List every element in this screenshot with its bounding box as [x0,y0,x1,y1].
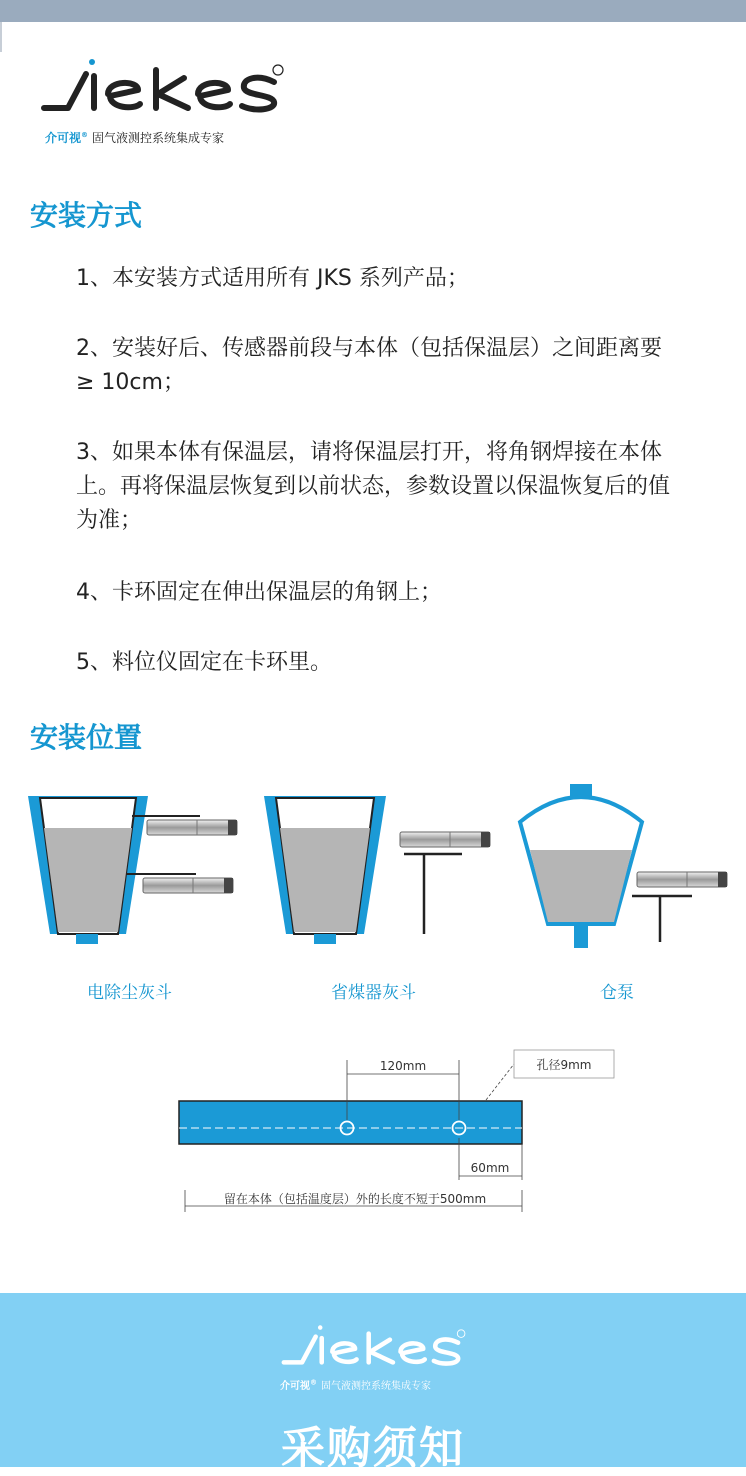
install-step-2: 2、安装好后、传感器前段与本体（包括保温层）之间距离要≥ 10cm； [76,336,662,395]
dim-length-note: 留在本体（包括温度层）外的长度不短于500mm [223,1192,487,1206]
caption-pump: 仓泵 [600,983,634,1003]
install-step-4: 4、卡环固定在伸出保温层的角钢上； [76,580,442,605]
install-method-title: 安装方式 [30,199,143,232]
caption-electrostatic-hopper: 电除尘灰斗 [87,983,172,1003]
probe-upper [147,820,237,835]
hopper-pump [520,784,727,948]
install-step-5: 5、料位仪固定在卡环里。 [76,650,332,675]
top-bar-edge [0,22,2,52]
brand-slogan: 固气液测控系统集成专家 [92,131,225,145]
dim-edge-label: 60mm [470,1161,510,1175]
dim-spacing-label: 120mm [379,1059,427,1073]
angle-steel-dimension-drawing [0,1040,746,1220]
probe-economizer [400,832,490,847]
footer-logo-wordmark [274,1323,474,1373]
probe-pump [637,872,727,887]
brand-name-cn: 介可视® [45,131,89,145]
install-step-1: 1、本安装方式适用所有 JKS 系列产品； [76,266,469,291]
logo-wordmark [38,56,288,122]
hopper-electrostatic [28,796,237,944]
footer-brand-name-cn: 介可视® [280,1378,317,1392]
footer-slogan: 固气液测控系统集成专家 [321,1381,431,1392]
probe-lower [143,878,233,893]
hopper-economizer [264,796,490,944]
footer-title: 采购须知 [281,1423,465,1474]
header-logo [38,56,288,122]
top-bar [0,0,746,22]
install-step-3: 3、如果本体有保温层，请将保温层打开，将角钢焊接在本体上。再将保温层恢复到以前状态，参数设置以保温恢复后的值为准； [76,440,671,533]
dim-hole-label: 孔径9mm [536,1058,592,1072]
installation-diagrams [0,780,746,960]
caption-economizer-hopper: 省煤器灰斗 [331,983,416,1003]
footer-tagline [280,1377,431,1392]
install-position-title: 安装位置 [30,721,143,754]
header-tagline [45,129,224,146]
